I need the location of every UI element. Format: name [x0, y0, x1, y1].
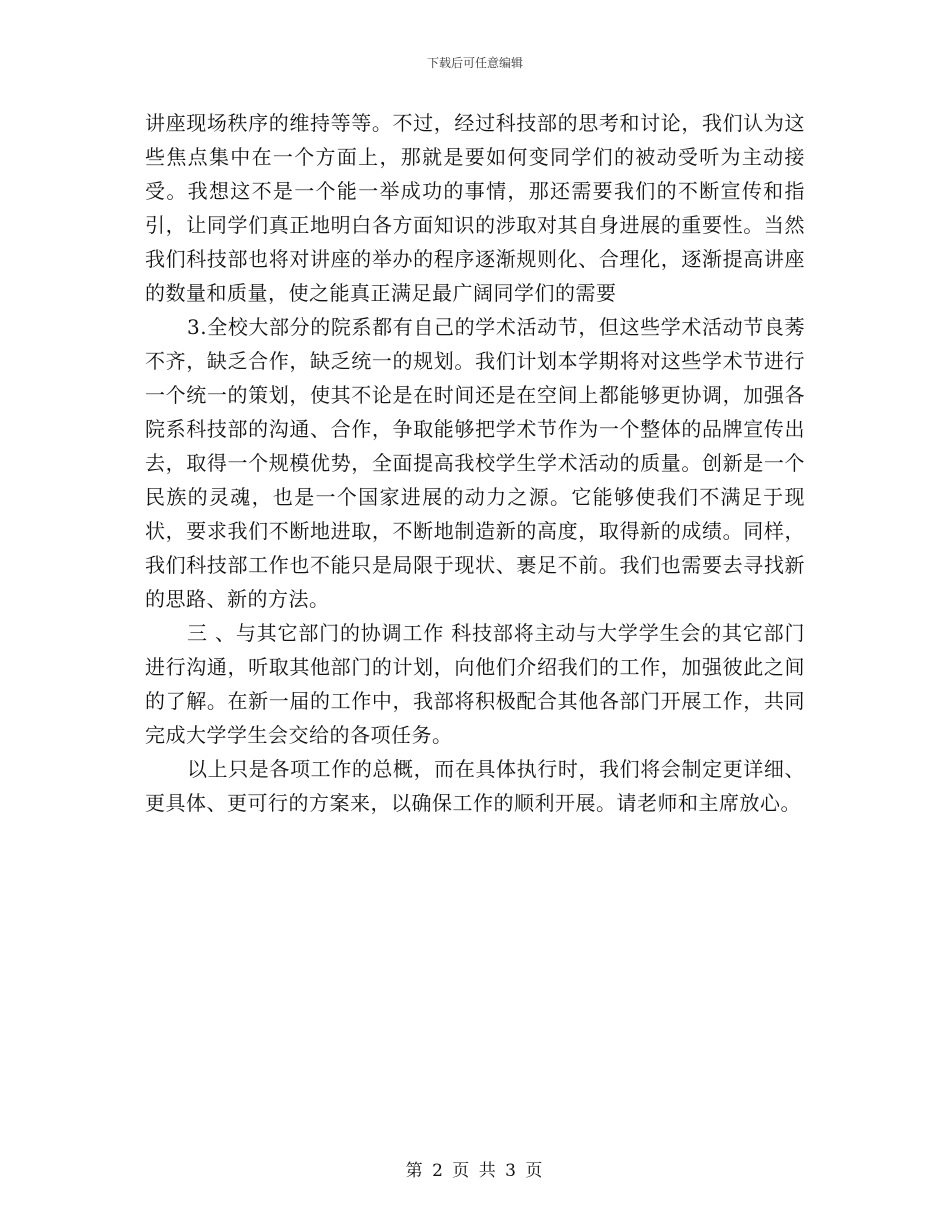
- page-number-footer: 第 2 页 共 3 页: [405, 1161, 545, 1181]
- page-header-note: 下载后可任意编辑: [426, 56, 523, 70]
- paragraph-summary: 以上只是各项工作的总概，而在具体执行时，我们将会制定更详细、更具体、更可行的方案来，以确保工作的顺利开展。请老师和主席放心。: [145, 757, 805, 815]
- paragraph-continuation: 讲座现场秩序的维持等等。不过，经过科技部的思考和讨论，我们认为这些焦点集中在一个方面上，那就是要如何变同学们的被动受听为主动接受。我想这不是一个能一举成功的事情，那还需要我们的不断宣传和指引，让同学们真正地明白各方面知识的涉取对其自身进展的重要性。当然我们科技部也将对讲座的举办的程序逐渐规则化、合理化，逐渐提高讲座的数量和质量，使之能真正满足最广阔同学们的需要: [145, 111, 805, 305]
- paragraph-item-3: 3.全校大部分的院系都有自己的学术活动节，但这些学术活动节良莠不齐，缺乏合作，缺乏统一的规划。我们计划本学期将对这些学术节进行一个统一的策划，使其不论是在时间还是在空间上都能够更协调，加强各院系科技部的沟通、合作，争取能够把学术节作为一个整体的品牌宣传出去，取得一个规模优势，全面提高我校学生学术活动的质量。创新是一个民族的灵魂，也是一个国家进展的动力之源。它能够使我们不满足于现状，要求我们不断地进取，不断地制造新的高度，取得新的成绩。同样，我们科技部工作也不能只是局限于现状、裹足不前。我们也需要去寻找新的思路、新的方法。: [145, 315, 805, 611]
- document-body: [145, 106, 805, 820]
- paragraph-section-3: 三 、与其它部门的协调工作 科技部将主动与大学学生会的其它部门进行沟通，听取其他部门的计划，向他们介绍我们的工作，加强彼此之间的了解。在新一届的工作中，我部将积极配合其他各部门开展工作，共同完成大学学生会交给的各项任务。: [145, 621, 805, 747]
